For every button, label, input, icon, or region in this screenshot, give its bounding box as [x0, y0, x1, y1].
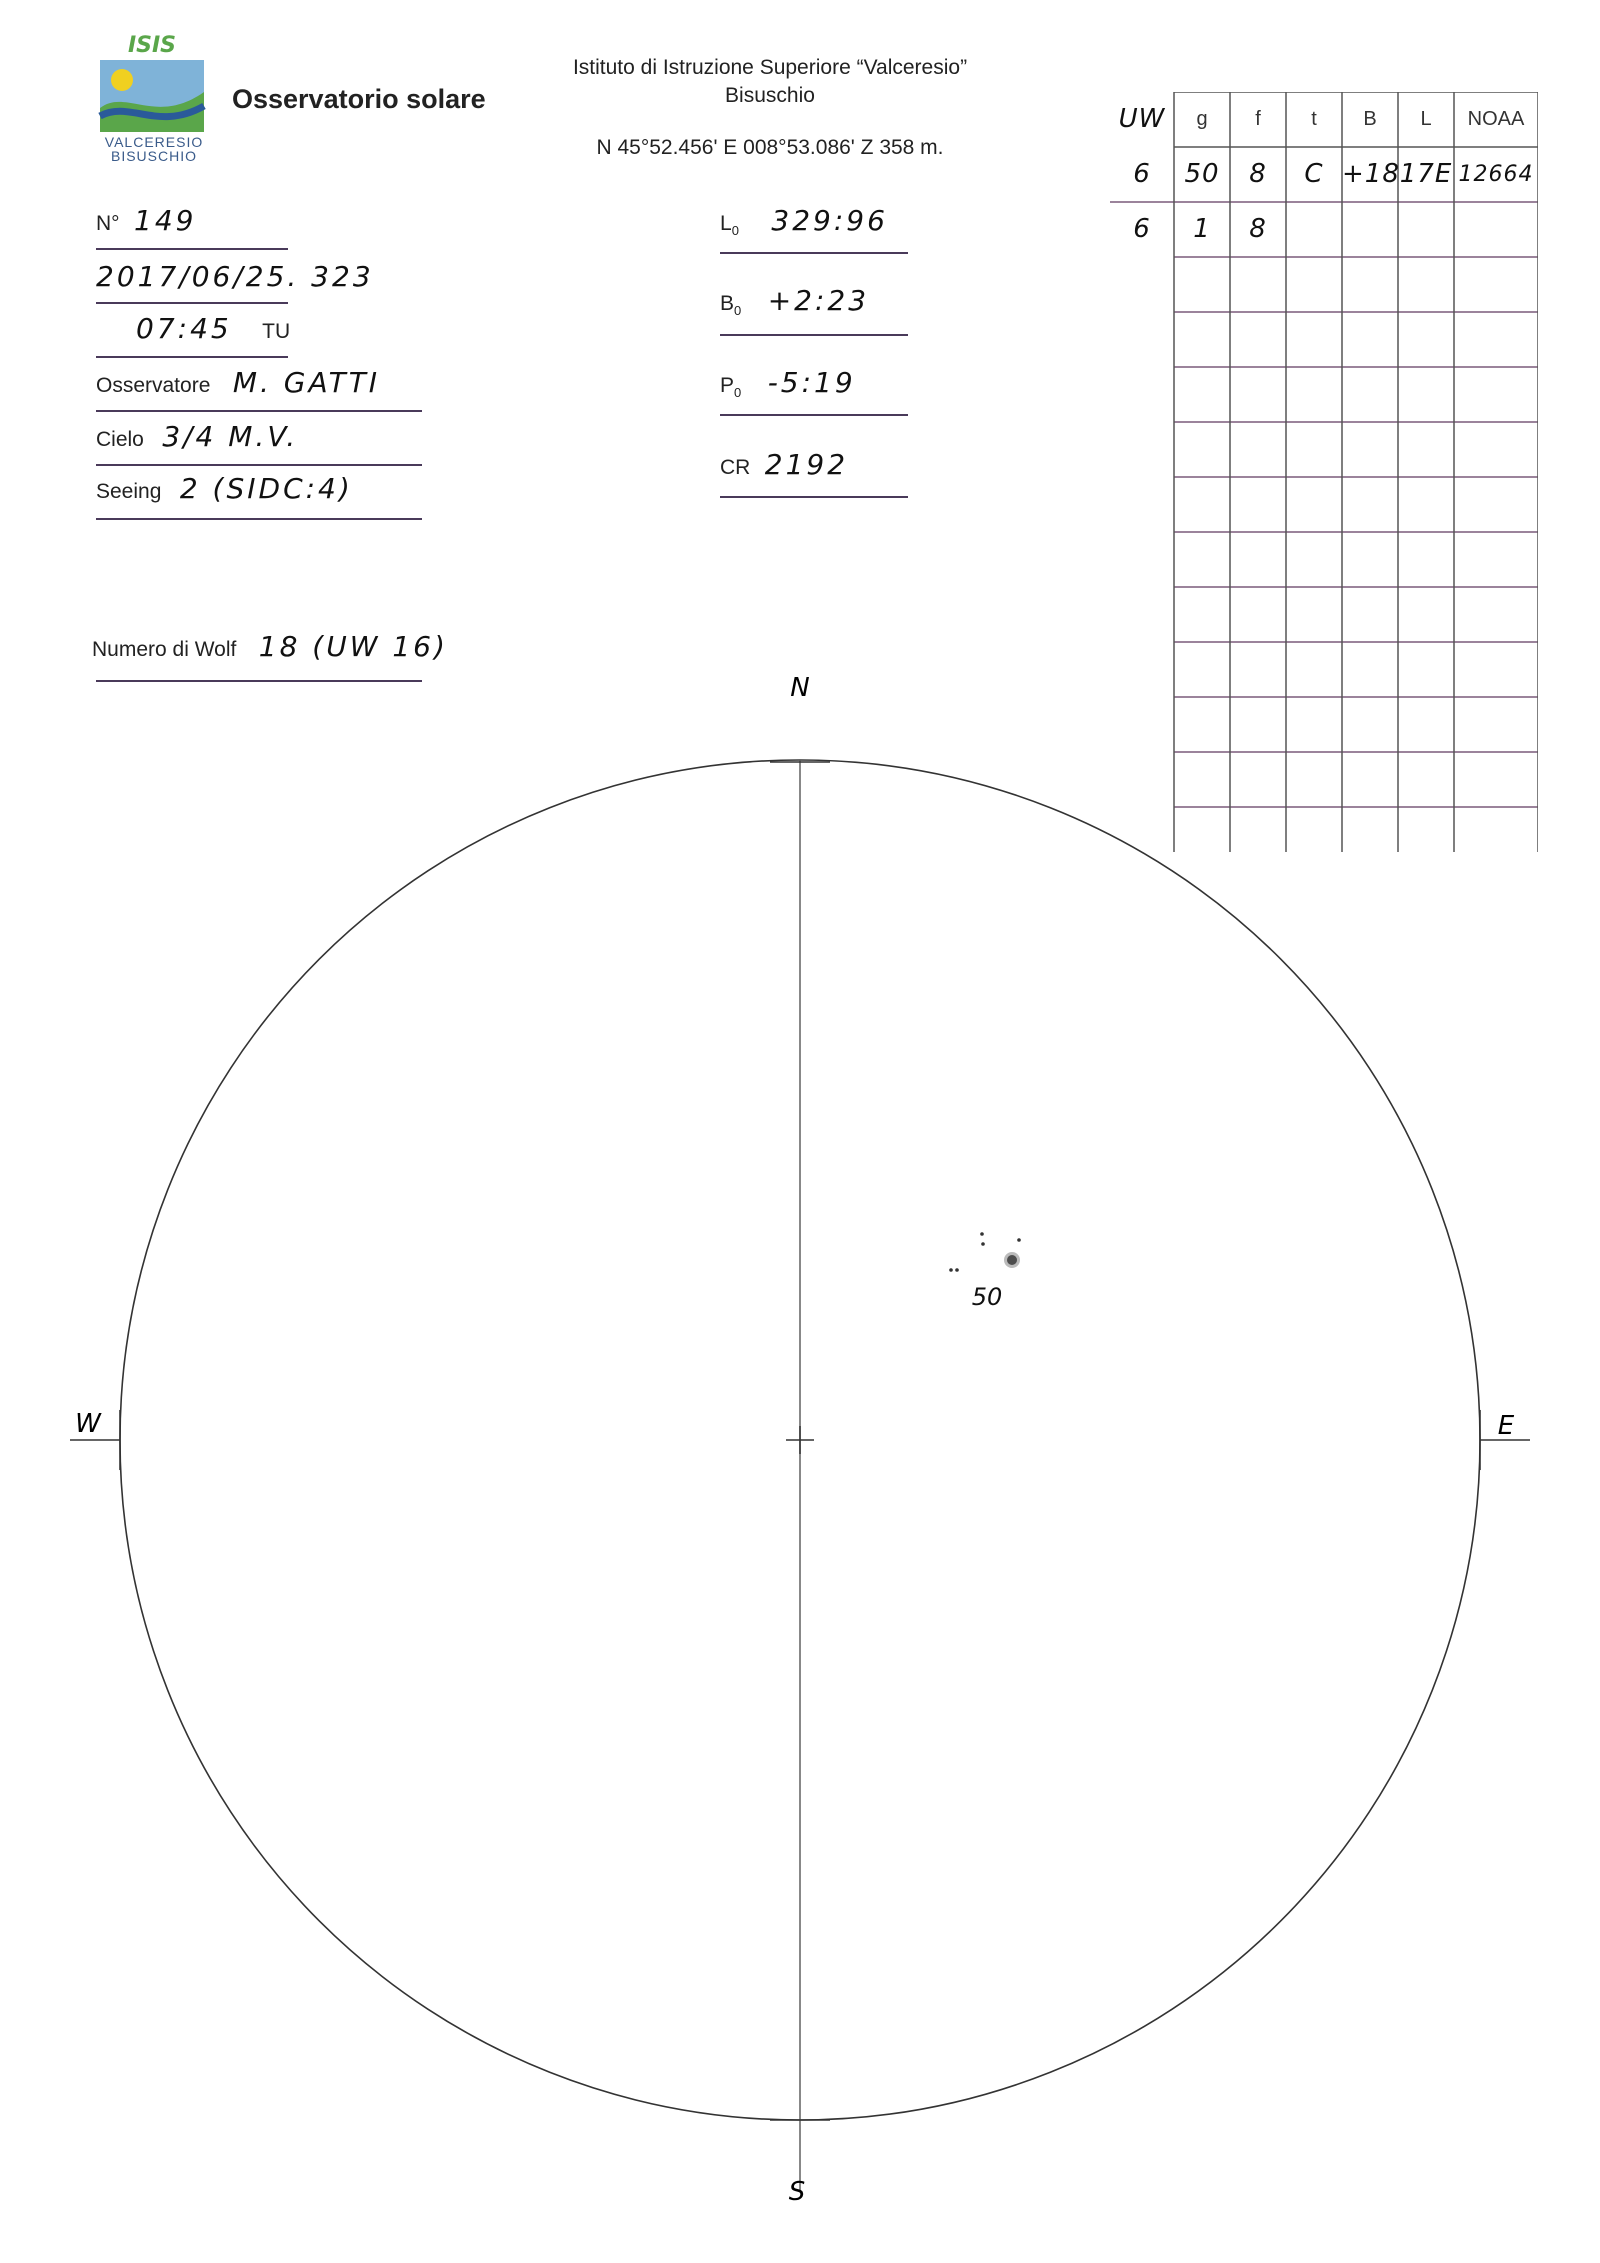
time-row — [136, 312, 290, 345]
sunspot-penumbra — [1004, 1252, 1020, 1268]
observer-label: Osservatore — [96, 374, 211, 397]
logo-mark: ISIS — [127, 33, 177, 58]
table-cell: 50 — [1184, 159, 1220, 189]
p0-value: -5:19 — [767, 366, 856, 399]
west-label: W — [75, 1409, 101, 1439]
table-header-t: t — [1311, 108, 1317, 130]
p0-row — [720, 366, 856, 400]
logo-subtitle-1: VALCERESIO — [104, 134, 204, 150]
cr-label: CR — [720, 456, 751, 479]
observatory-title: Osservatorio solare — [232, 84, 486, 114]
number-value: 149 — [134, 204, 197, 237]
north-label: N — [790, 673, 810, 703]
site-coordinates: N 45°52.456' E 008°53.086' Z 358 m. — [596, 136, 944, 159]
l0-row — [720, 204, 888, 238]
seeing-label: Seeing — [96, 480, 162, 503]
time-value: 07:45 — [136, 312, 232, 345]
south-label: S — [788, 2177, 806, 2207]
date-value: 2017/06/25. 323 — [96, 260, 374, 293]
sunspot-pore — [980, 1232, 984, 1236]
sunspot-pore — [955, 1268, 959, 1272]
sky-row — [96, 420, 298, 453]
table-cell: +18 — [1342, 159, 1400, 189]
solar-disk-drawing — [0, 660, 1600, 2260]
carrington-row — [720, 448, 848, 481]
table-header-f: f — [1255, 108, 1261, 130]
seeing-value: 2 (SIDC:4) — [179, 472, 353, 505]
table-cell: C — [1304, 159, 1324, 189]
table-cell: 8 — [1249, 159, 1267, 189]
table-cell: 17E — [1399, 159, 1453, 189]
sunspot-group-50 — [949, 1232, 1021, 1311]
l0-value: 329:96 — [771, 204, 888, 237]
b0-value: +2:23 — [767, 284, 870, 317]
table-cell: 8 — [1249, 214, 1267, 244]
observer-row — [96, 366, 380, 399]
sky-value: 3/4 M.V. — [162, 420, 299, 453]
table-header-uw: UW — [1118, 104, 1166, 134]
table-cell: 1 — [1193, 214, 1211, 244]
b0-label: $B_0$ — [720, 292, 742, 319]
observer-value: M. GATTI — [232, 366, 381, 399]
seeing-row — [96, 472, 353, 505]
table-header-l: L — [1420, 108, 1432, 130]
table-header-g: g — [1196, 108, 1208, 130]
p0-label: $P_0$ — [720, 374, 742, 401]
sky-label: Cielo — [96, 428, 144, 451]
institute-town: Bisuschio — [725, 84, 815, 107]
institute-name: Istituto di Istruzione Superiore “Valceresio” — [572, 56, 968, 79]
table-cell: 12664 — [1458, 162, 1534, 187]
number-label: N° — [96, 212, 120, 235]
l0-label: $L_0$ — [720, 212, 739, 239]
sunspot-pore — [949, 1268, 953, 1272]
observation-number-row — [96, 204, 196, 237]
group-label: 50 — [971, 1283, 1003, 1311]
institute-header — [520, 54, 1020, 110]
b0-row — [720, 284, 869, 318]
logo-subtitle-2: BISUSCHIO — [110, 148, 197, 164]
table-header-b: B — [1363, 108, 1377, 130]
wolf-value: 18 (UW 16) — [258, 630, 448, 663]
wolf-label: Numero di Wolf — [92, 638, 237, 661]
sunspot-pore — [981, 1242, 985, 1246]
cr-value: 2192 — [764, 448, 849, 481]
sunspot-pore — [1017, 1238, 1021, 1242]
wolf-number-row — [92, 630, 448, 663]
time-unit: TU — [262, 320, 291, 343]
table-cell: 6 — [1133, 159, 1151, 189]
table-cell: 6 — [1133, 214, 1151, 244]
east-label: E — [1497, 1411, 1515, 1441]
table-header-noaa: NOAA — [1467, 108, 1525, 130]
